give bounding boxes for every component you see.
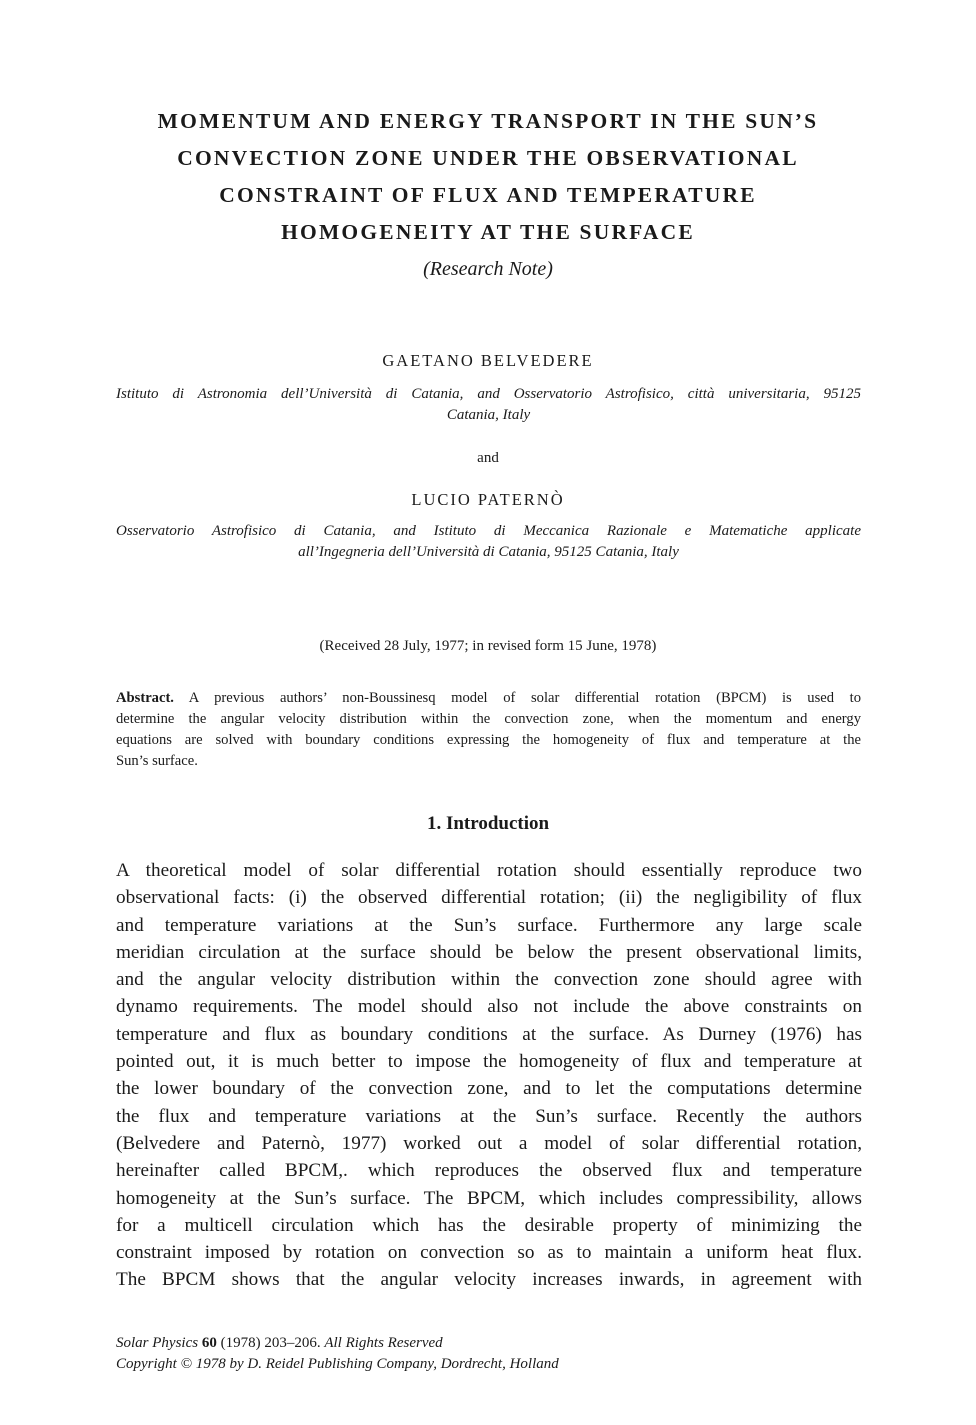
affiliation-line: Istituto di Astronomia dell’Università di Catania, and Osservatorio Astrofisico, città universitaria, 95125 xyxy=(116,386,861,402)
body-line: constraint imposed by rotation on convection so as to maintain a uniform heat flux. xyxy=(116,1242,862,1264)
citation-line xyxy=(116,1333,559,1354)
body-line: the lower boundary of the convection zone, and to let the computations determine xyxy=(116,1078,862,1100)
body-line: dynamo requirements. The model should also not include the above constraints on xyxy=(116,996,862,1018)
section-heading: 1. Introduction xyxy=(426,813,550,834)
body-line: hereinafter called BPCM,. which reproduces the observed flux and temperature xyxy=(116,1160,862,1182)
title-line: CONVECTION ZONE UNDER THE OBSERVATIONAL xyxy=(177,146,799,170)
body-line: homogeneity at the Sun’s surface. The BPCM, which includes compressibility, allows xyxy=(116,1187,862,1209)
body-line: meridian circulation at the surface should be below the present observational limits, xyxy=(116,941,862,963)
body-line: and the angular velocity distribution within the convection zone should agree with xyxy=(116,969,862,991)
body-line: and temperature variations at the Sun’s surface. Furthermore any large scale xyxy=(116,914,862,936)
abstract xyxy=(116,688,861,772)
title-line: CONSTRAINT OF FLUX AND TEMPERATURE xyxy=(219,183,757,207)
abstract-label: Abstract. xyxy=(116,690,174,706)
journal-volume: 60 xyxy=(201,1335,217,1351)
body-paragraph xyxy=(116,857,862,1294)
page-footer xyxy=(116,1333,559,1375)
title-line: MOMENTUM AND ENERGY TRANSPORT IN THE SUN’S xyxy=(157,109,819,133)
title-line: HOMOGENEITY AT THE SURFACE xyxy=(281,220,695,244)
affiliation-line: Catania, Italy xyxy=(446,407,531,423)
paper-subtitle: (Research Note) xyxy=(423,258,553,280)
affiliation-line: all’Ingegneria dell’Università di Catania, 95125 Catania, Italy xyxy=(298,544,679,560)
rights-statement: All Rights Reserved xyxy=(324,1335,443,1351)
body-line: for a multicell circulation which has the desirable property of minimizing the xyxy=(116,1214,862,1236)
journal-pages: (1978) 203–206. xyxy=(216,1335,325,1351)
paper-title xyxy=(100,103,876,251)
body-line: A theoretical model of solar differential rotation should essentially reproduce two xyxy=(116,860,862,881)
body-line: The BPCM shows that the angular velocity increases inwards, in agreement with xyxy=(116,1269,862,1291)
abstract-text: A previous authors’ non-Boussinesq model of solar differential rotation (BPCM) is used to xyxy=(173,690,861,706)
author-affiliation-2 xyxy=(116,521,861,563)
body-line: pointed out, it is much better to impose the homogeneity of flux and temperature at xyxy=(116,1051,862,1073)
abstract-line: determine the angular velocity distribution within the convection zone, when the momentum and energy xyxy=(116,711,861,727)
author-affiliation-1 xyxy=(116,384,861,426)
copyright-line: Copyright © 1978 by D. Reidel Publishing Company, Dordrecht, Holland xyxy=(116,1356,559,1372)
body-line: (Belvedere and Paternò, 1977) worked out a model of solar differential rotation, xyxy=(116,1132,862,1154)
affiliation-line: Osservatorio Astrofisico di Catania, and Istituto di Meccanica Razionale e Matematiche applicate xyxy=(116,523,861,539)
journal-name: Solar Physics xyxy=(116,1335,199,1351)
body-line: temperature and flux as boundary conditions at the surface. As Durney (1976) has xyxy=(116,1023,862,1045)
author-name-2: LUCIO PATERNÒ xyxy=(411,490,565,509)
abstract-line xyxy=(116,688,861,709)
author-name-1: GAETANO BELVEDERE xyxy=(382,351,594,370)
abstract-line: Sun’s surface. xyxy=(116,753,198,769)
body-line: observational facts: (i) the observed differential rotation; (ii) the negligibility of flux xyxy=(116,887,862,909)
body-line: the flux and temperature variations at the Sun’s surface. Recently the authors xyxy=(116,1105,862,1127)
received-dates: (Received 28 July, 1977; in revised form 15 June, 1978) xyxy=(319,638,657,654)
abstract-line: equations are solved with boundary conditions expressing the homogeneity of flux and temperature at the xyxy=(116,732,861,748)
author-conjunction: and xyxy=(477,450,499,466)
